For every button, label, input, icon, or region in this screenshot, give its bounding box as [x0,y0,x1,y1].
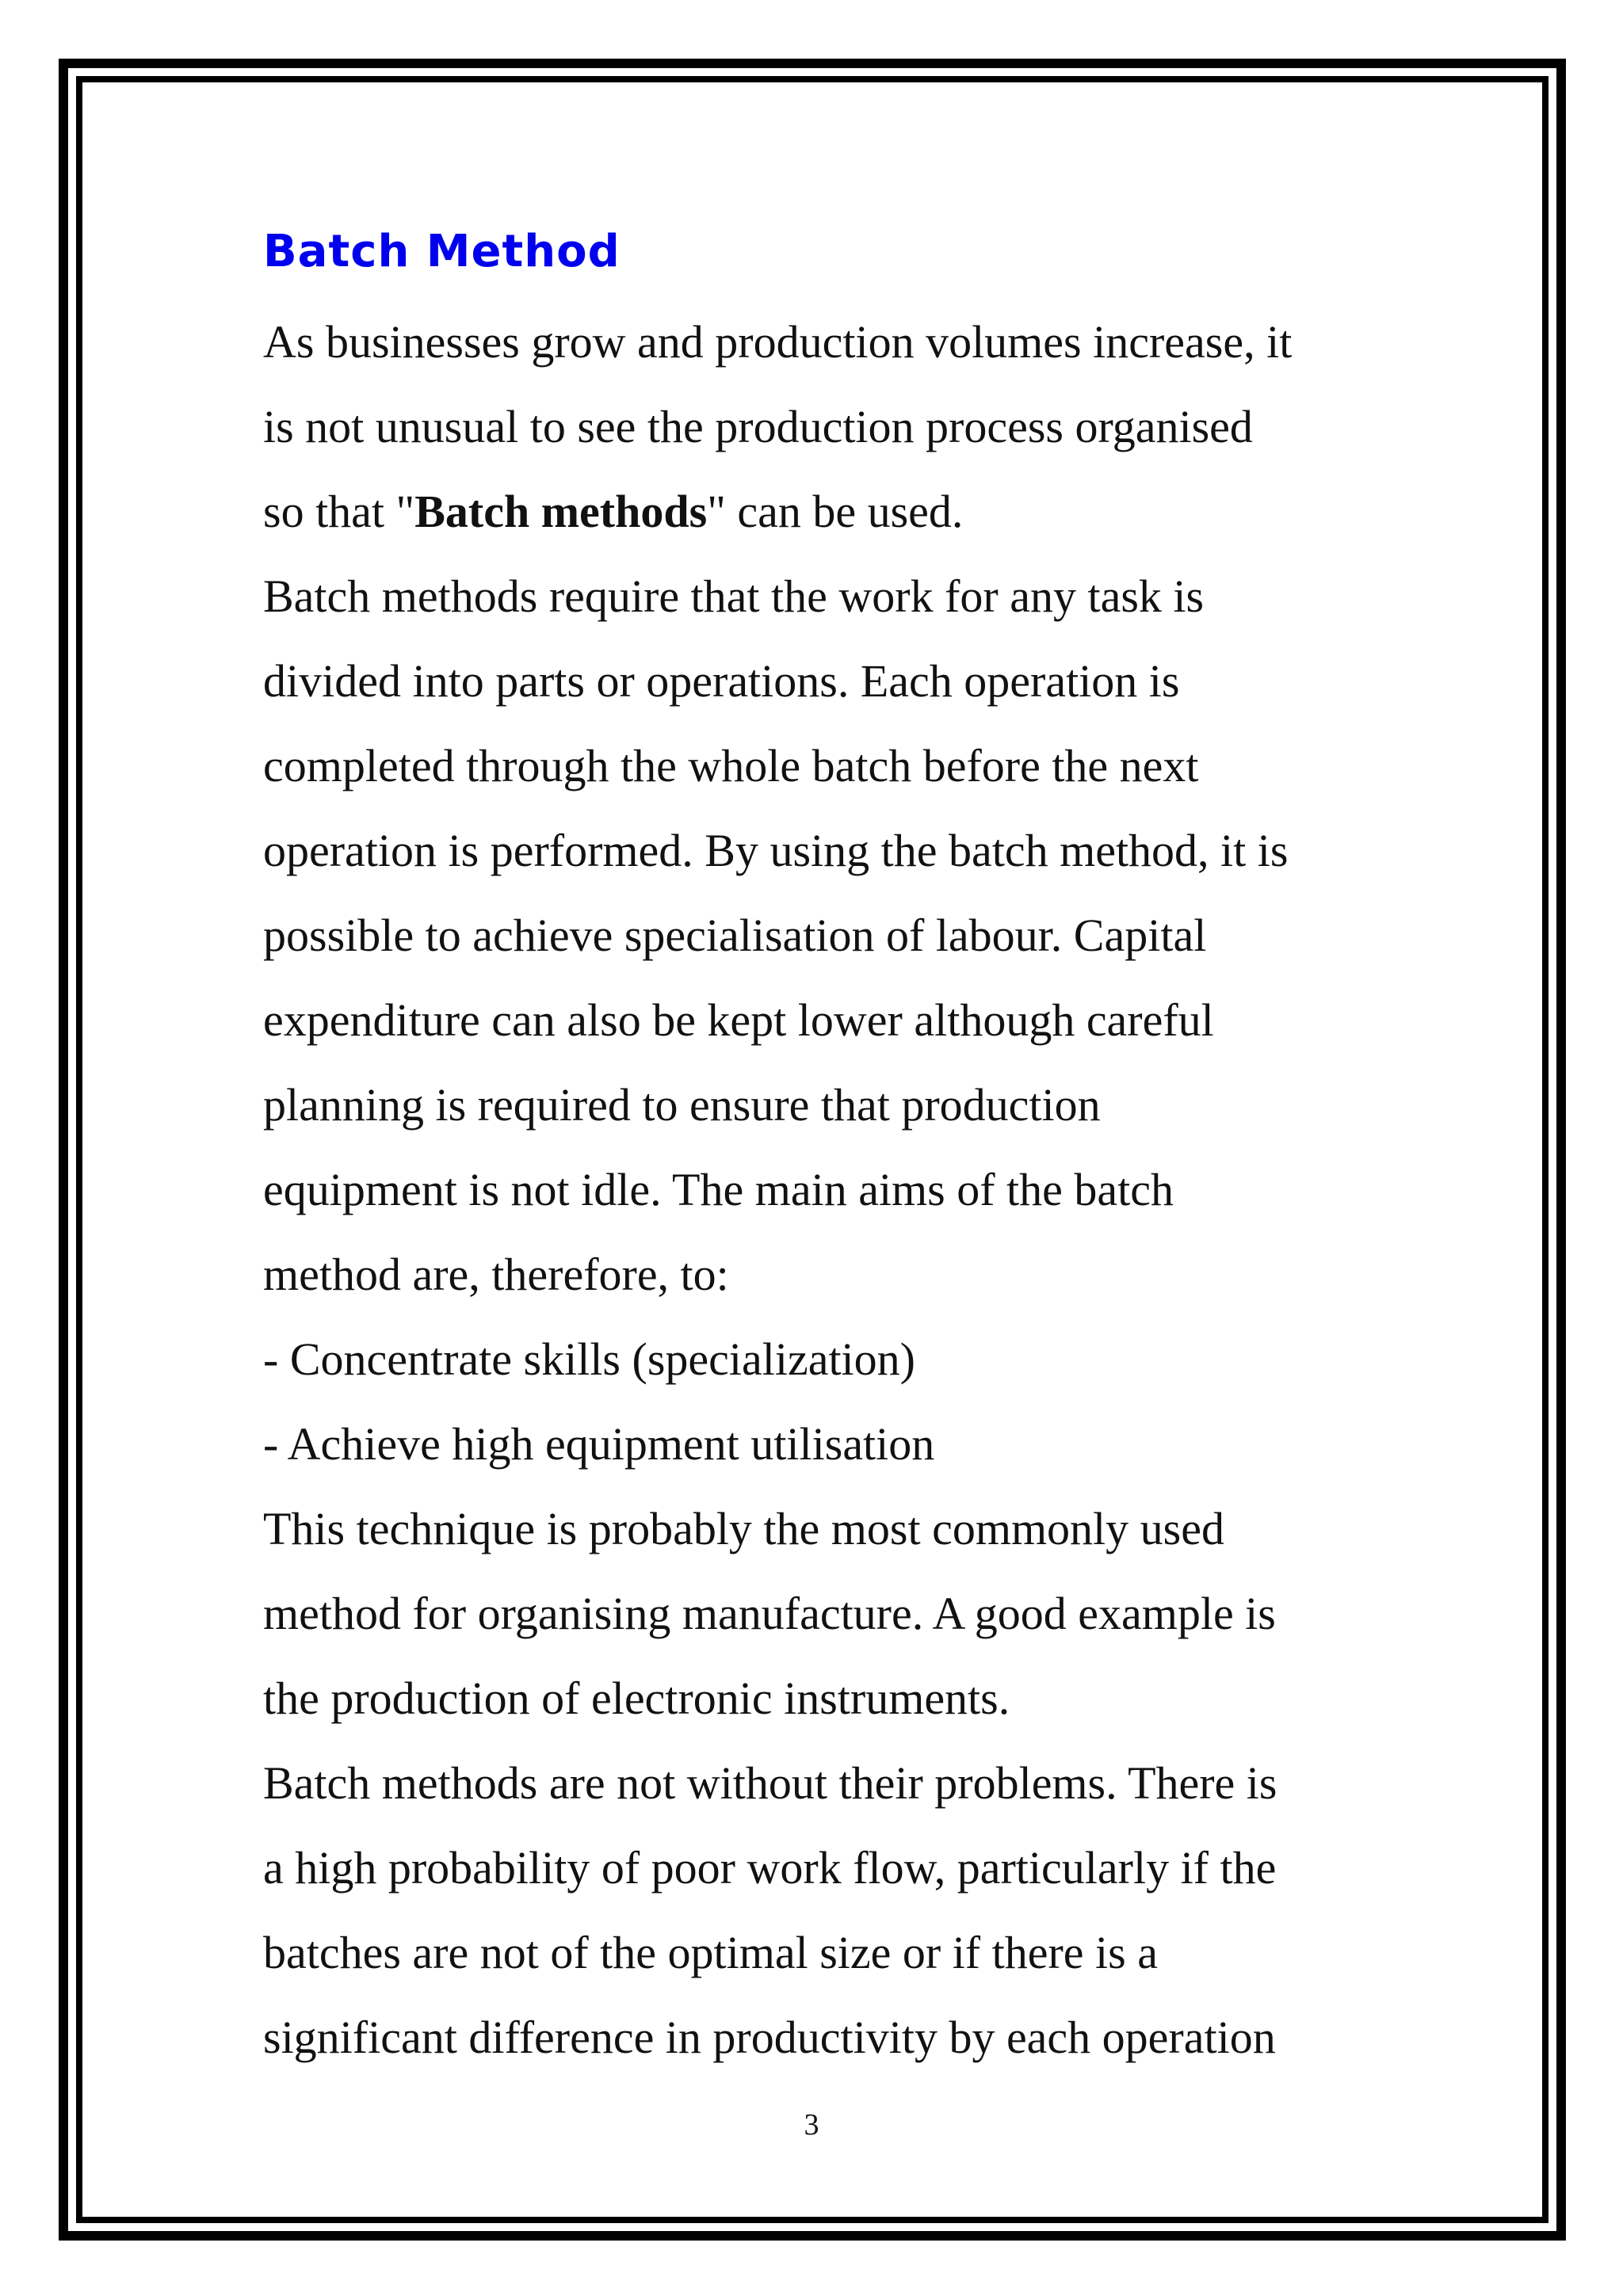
text-line: planning is required to ensure that production [263,1079,1101,1131]
text-line: the production of electronic instruments. [263,1672,1010,1724]
text-line: is not unusual to see the production process organised [263,401,1253,452]
text-line: equipment is not idle. The main aims of the batch [263,1164,1174,1215]
text-line: This technique is probably the most commonly used [263,1503,1224,1554]
text-line: divided into parts or operations. Each operation is [263,655,1180,707]
text-line: completed through the whole batch before the next [263,740,1199,791]
text-line: a high probability of poor work flow, particularly if the [263,1842,1277,1894]
text-line: method for organising manufacture. A good example is [263,1588,1276,1639]
page-number: 3 [804,2108,819,2142]
bold-term: Batch methods [414,486,708,537]
text-line: Batch methods require that the work for any task is [263,570,1205,622]
text-line: Batch methods are not without their problems. There is [263,1757,1277,1809]
list-item: - Achieve high equipment utilisation [263,1418,935,1470]
page-content [263,214,1404,2080]
text-line: As businesses grow and production volumes increase, it [263,316,1293,368]
text-line: operation is performed. By using the batch method, it is [263,825,1289,876]
section-heading: Batch Method [263,226,621,277]
text-segment: so that " [263,486,415,537]
text-line: possible to achieve specialisation of labour. Capital [263,910,1207,961]
body-text [263,299,1404,2080]
text-line [263,469,1404,554]
list-item: - Concentrate skills (specialization) [263,1333,915,1385]
text-line: method are, therefore, to: [263,1249,729,1300]
text-segment: " can be used. [707,486,964,537]
text-line: significant difference in productivity by each operation [263,2012,1276,2063]
text-line: expenditure can also be kept lower although careful [263,994,1214,1046]
text-line: batches are not of the optimal size or if there is a [263,1927,1158,1978]
